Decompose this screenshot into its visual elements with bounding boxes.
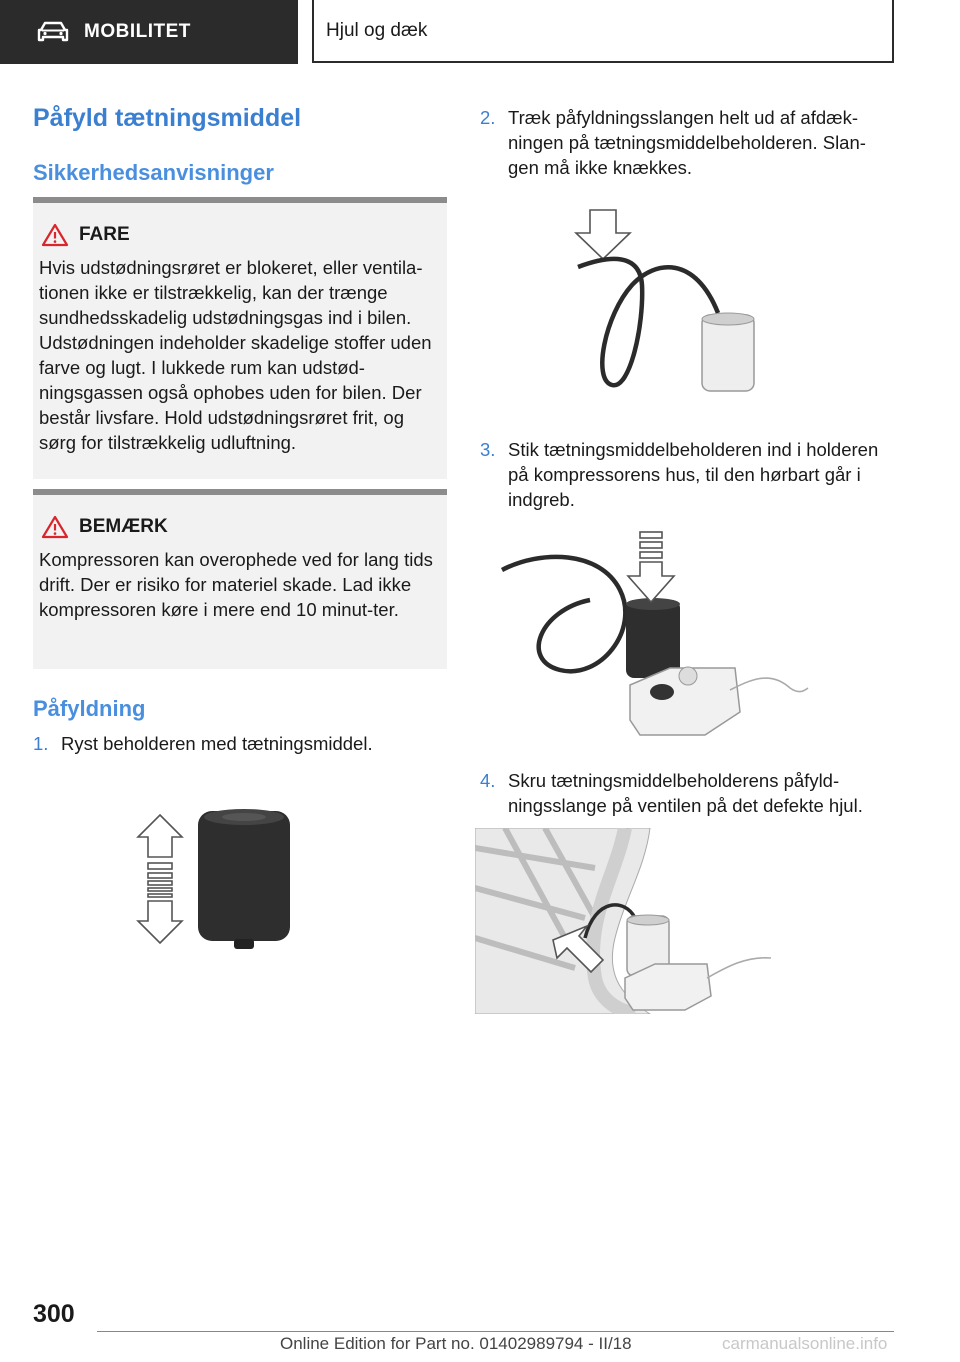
danger-text: Hvis udstødningsrøret er blokeret, eller ventila-tionen ikke er tilstrækkelig, kan der trænge sundhedsskadelig udstødningsgas ind i bilen. Udstødningen indeholder skadelige stoffer uden farve og lugt. I lukkede rum kan udstød-ningsgassen også ophobes uden for bilen. Der består livsfare. Hold udstødningsrøret frit, og sørg for tilstrækkelig udluftning. (39, 257, 432, 453)
notice-text: Kompressoren kan overophede ved for lang tids drift. Der er risiko for materiel skade. Lad ikke kompressoren køre i mere end 10 minut-ter. (39, 549, 433, 620)
footer-rule (97, 1331, 894, 1332)
step-1 (33, 731, 447, 756)
step-text: Træk påfyldningsslangen helt ud af afdæk-ningen på tætningsmiddelbeholderen. Slan-gen må ikke knækkes. (508, 107, 866, 178)
warning-triangle-icon (41, 223, 69, 247)
danger-title (39, 223, 437, 247)
step-3 (480, 437, 894, 512)
step-text: Stik tætningsmiddelbeholderen ind i holderen på kompressorens hus, til den hørbart går i indgreb. (508, 439, 879, 510)
down-arrow-icon (576, 210, 630, 259)
fill-heading: Påfyldning (33, 696, 146, 721)
wheel (475, 828, 650, 1014)
compressor (630, 667, 808, 735)
up-down-arrow-icon (138, 815, 182, 943)
safety-heading: Sikkerhedsanvisninger (33, 160, 274, 185)
watermark: carmanualsonline.info (722, 1334, 888, 1353)
canister (626, 598, 680, 678)
shake-canister-illustration (130, 805, 300, 955)
step-number: 2. (480, 107, 496, 128)
notice-box (33, 489, 447, 669)
step-4 (480, 768, 894, 818)
pull-hose-illustration (570, 205, 760, 395)
insert-canister-illustration (500, 530, 810, 745)
step-text: Skru tætningsmiddelbeholderens påfyld-ningsslange på ventilen på det defekte hjul. (508, 770, 863, 816)
step-2 (480, 105, 894, 180)
step-text: Ryst beholderen med tætningsmiddel. (61, 733, 373, 754)
notice-label: BEMÆRK (79, 516, 168, 537)
header-chapter (312, 0, 894, 63)
danger-label: FARE (79, 224, 130, 245)
page-title: Påfyld tætningsmiddel (33, 104, 302, 132)
header-section-tab (0, 0, 298, 64)
down-arrow-icon (628, 532, 674, 602)
notice-title (39, 515, 437, 539)
danger-box (33, 197, 447, 479)
chapter-name: Hjul og dæk (326, 19, 428, 41)
page-number: 300 (33, 1300, 75, 1328)
car-icon (36, 20, 70, 44)
warning-triangle-icon (41, 515, 69, 539)
step-number: 1. (33, 733, 49, 754)
step-number: 4. (480, 770, 496, 791)
footer-edition: Online Edition for Part no. 01402989794 - II/18 (280, 1334, 632, 1353)
canister (702, 313, 754, 391)
canister (198, 809, 290, 949)
step-number: 3. (480, 439, 496, 460)
connect-hose-illustration (475, 828, 775, 1014)
section-name: MOBILITET (84, 21, 191, 42)
